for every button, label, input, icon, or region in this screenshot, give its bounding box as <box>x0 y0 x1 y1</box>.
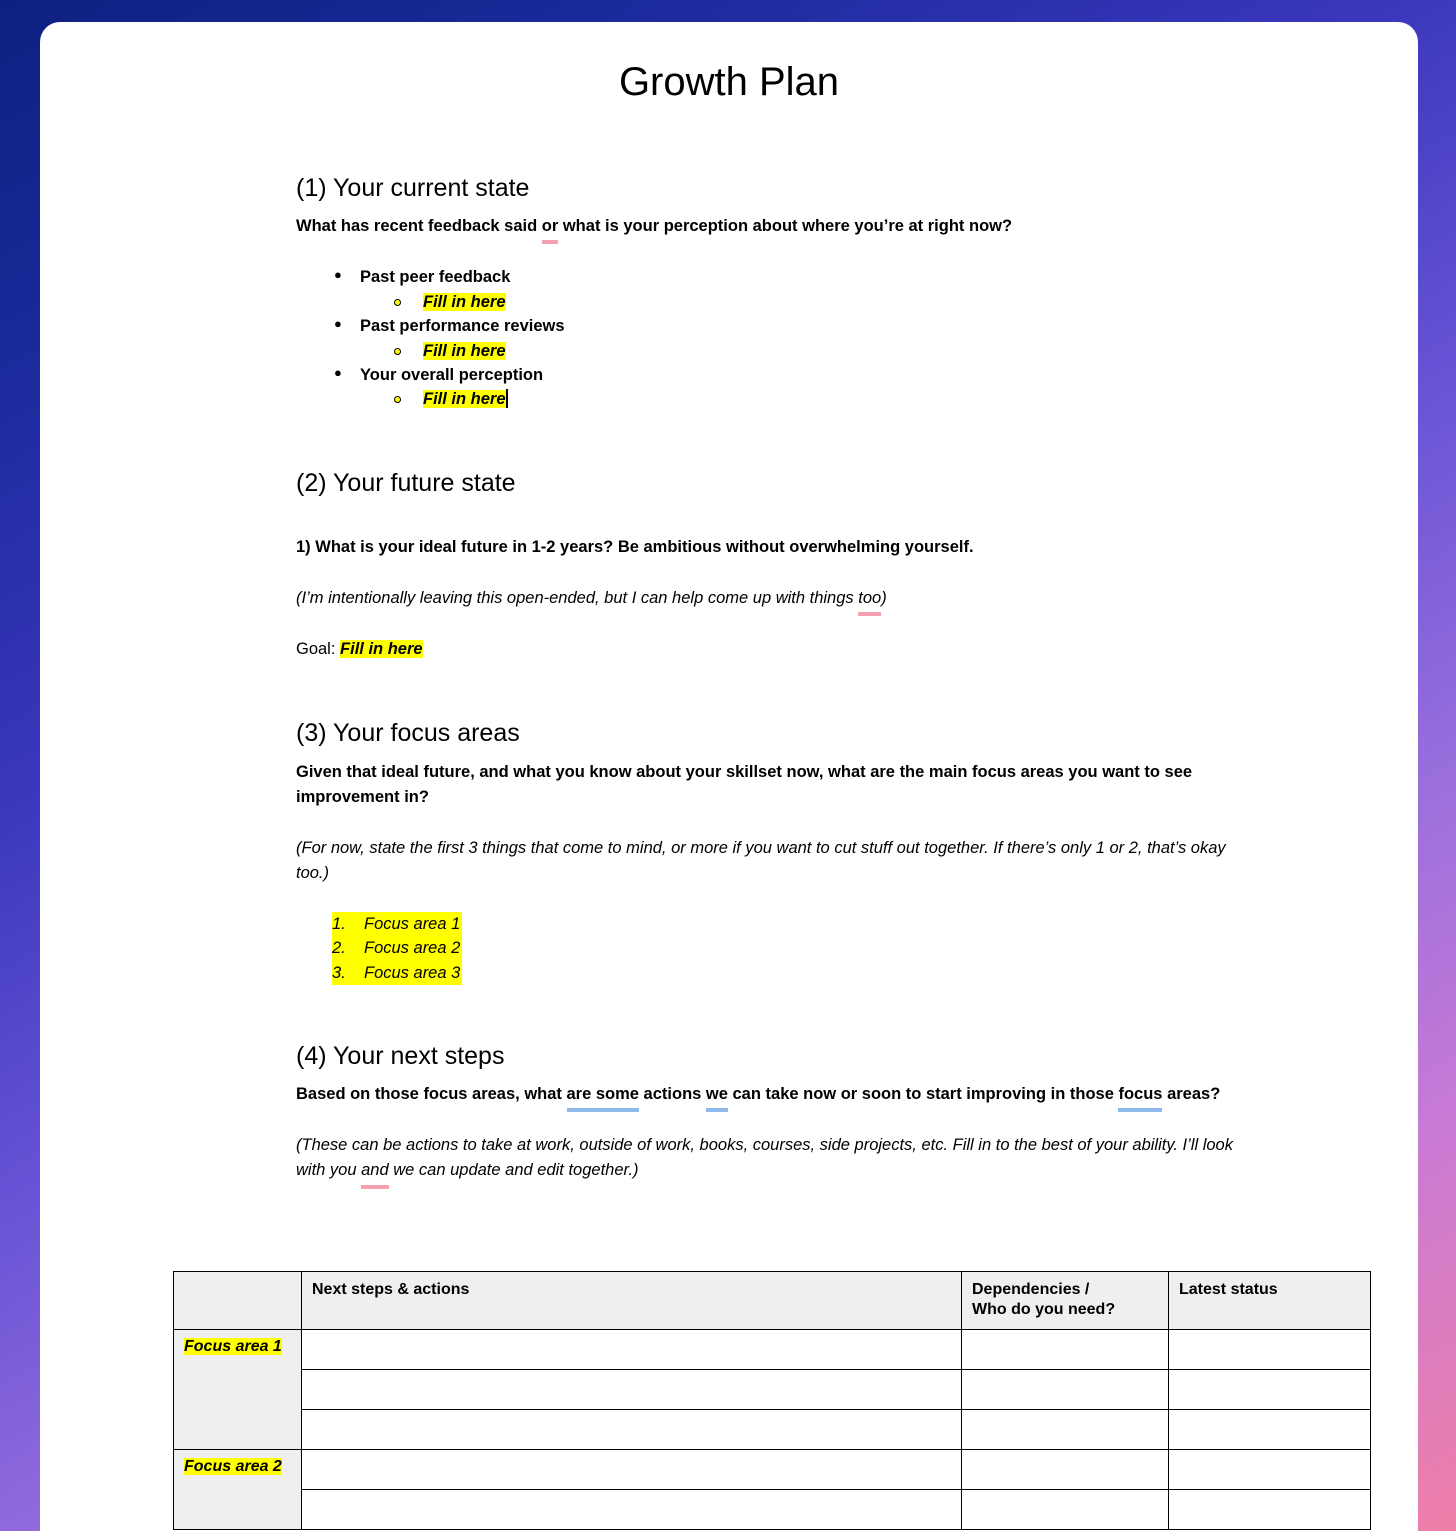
latest-status-cell[interactable] <box>1169 1370 1371 1410</box>
list-item <box>332 363 1242 412</box>
s4-q-part2: actions <box>638 1085 706 1104</box>
spelling-error-or[interactable]: or <box>542 214 559 239</box>
list-item <box>332 314 1242 363</box>
s4-note-part2: we can update and edit together.) <box>388 1161 639 1180</box>
section-2-note <box>296 586 1242 611</box>
section-3-heading: (3) Your focus areas <box>296 719 520 748</box>
list-number: 3. <box>332 963 346 982</box>
next-steps-cell[interactable] <box>302 1370 962 1410</box>
spelling-error-and[interactable]: and <box>361 1158 389 1183</box>
section-3-note: (For now, state the first 3 things that come to mind, or more if you want to cut stuff out together. If there’s only 1 or 2, that’s okay too.) <box>296 838 1226 882</box>
bullet-label: ● Past peer feedback <box>360 268 510 286</box>
spacer <box>296 239 1242 265</box>
goal-label: Goal: <box>296 640 341 659</box>
s4-q-part3: can take now or soon to start improving in those <box>727 1085 1119 1104</box>
table-row <box>174 1410 1371 1450</box>
s1-question-part1: What has recent feedback said <box>296 217 542 236</box>
page-title: Growth Plan <box>618 60 840 104</box>
dependencies-cell[interactable] <box>962 1450 1169 1490</box>
table-header-next-steps: Next steps & actions <box>302 1272 962 1330</box>
spacer <box>296 1107 1242 1133</box>
section-4-question <box>296 1082 1242 1107</box>
focus-area-2-cell[interactable] <box>174 1450 302 1530</box>
s2-note-part2: ) <box>881 589 887 608</box>
focus-area-1-cell[interactable] <box>174 1330 302 1450</box>
circle-bullet-icon <box>394 396 401 403</box>
table-row <box>174 1490 1371 1530</box>
dependencies-cell[interactable] <box>962 1410 1169 1450</box>
latest-status-cell[interactable] <box>1169 1450 1371 1490</box>
spacer <box>296 509 1242 535</box>
grammar-error-focus[interactable]: focus <box>1118 1082 1162 1107</box>
section-1-question <box>296 214 1242 239</box>
latest-status-cell[interactable] <box>1169 1410 1371 1450</box>
focus-area-label: Focus area 1 <box>364 914 461 933</box>
list-item[interactable] <box>332 936 1242 960</box>
s1-question-part2: what is your perception about where you’re at right now? <box>558 217 1013 236</box>
circle-bullet-icon <box>394 348 401 355</box>
goal-fill-placeholder[interactable]: Fill in here <box>340 640 423 659</box>
sub-list-item[interactable] <box>392 387 1242 411</box>
dependencies-cell[interactable] <box>962 1330 1169 1370</box>
s2-note-part1: (I’m intentionally leaving this open-ended, but I can help come up with things <box>296 589 859 608</box>
table-row <box>174 1450 1371 1490</box>
spacer <box>296 810 1242 836</box>
s4-q-part1: Based on those focus areas, what <box>296 1085 567 1104</box>
document-body <box>296 105 1242 1184</box>
next-steps-cell[interactable] <box>302 1410 962 1450</box>
list-number: 2. <box>332 939 346 958</box>
spacer <box>296 662 1242 718</box>
table-header-dependencies <box>962 1272 1169 1330</box>
list-number: 1. <box>332 914 346 933</box>
section-1-bullet-list <box>296 265 1242 411</box>
list-item <box>332 265 1242 314</box>
list-item[interactable] <box>332 912 1242 936</box>
focus-area-entry[interactable] <box>332 912 462 936</box>
section-4-heading: (4) Your next steps <box>296 1042 505 1071</box>
focus-area-label: Focus area 3 <box>364 963 461 982</box>
bullet-label: ● Past performance reviews <box>360 317 565 335</box>
grammar-error-are-some[interactable]: are some <box>567 1082 639 1107</box>
section-1-heading: (1) Your current state <box>296 174 530 202</box>
sub-list-item[interactable] <box>392 290 1242 314</box>
table-header-latest-status: Latest status <box>1169 1272 1371 1330</box>
list-item[interactable] <box>332 961 1242 985</box>
focus-area-1-label: Focus area 1 <box>184 1338 282 1355</box>
dependencies-line2: Who do you need? <box>972 1300 1116 1318</box>
next-steps-cell[interactable] <box>302 1330 962 1370</box>
section-2-question: 1) What is your ideal future in 1-2 years? Be ambitious without overwhelming yourself. <box>296 538 974 557</box>
focus-area-entry[interactable] <box>332 961 462 985</box>
table-row <box>174 1330 1371 1370</box>
s4-note-part1: (These can be actions to take at work, outside of work, books, courses, side projects, etc. Fill in to the best of your ability. I’ll look with you <box>296 1136 1233 1180</box>
section-4-note <box>296 1133 1242 1183</box>
latest-status-cell[interactable] <box>1169 1490 1371 1530</box>
next-steps-cell[interactable] <box>302 1490 962 1530</box>
fill-in-placeholder[interactable]: Fill in here <box>423 292 506 311</box>
dependencies-cell[interactable] <box>962 1490 1169 1530</box>
document-page <box>40 22 1418 1531</box>
spacer <box>296 886 1242 912</box>
next-steps-cell[interactable] <box>302 1450 962 1490</box>
section-2-goal-line <box>296 637 1242 662</box>
section-3-question: Given that ideal future, and what you know about your skillset now, what are the main focus areas you want to see improvement in? <box>296 762 1193 806</box>
focus-area-label: Focus area 2 <box>364 939 461 958</box>
dependencies-cell[interactable] <box>962 1370 1169 1410</box>
next-steps-table[interactable] <box>173 1271 1371 1530</box>
bullet-label: ● Your overall perception <box>360 366 543 384</box>
latest-status-cell[interactable] <box>1169 1330 1371 1370</box>
text-cursor <box>506 389 508 408</box>
s4-q-part4: areas? <box>1162 1085 1221 1104</box>
fill-in-placeholder[interactable]: Fill in here <box>423 341 506 360</box>
focus-area-entry[interactable] <box>332 936 462 960</box>
spacer <box>296 985 1242 1041</box>
grammar-error-we[interactable]: we <box>706 1082 728 1107</box>
spelling-error-too[interactable]: too <box>858 586 881 611</box>
table-row <box>174 1370 1371 1410</box>
circle-bullet-icon <box>394 299 401 306</box>
section-2-heading: (2) Your future state <box>296 468 516 497</box>
fill-in-placeholder[interactable]: Fill in here <box>423 390 506 409</box>
dependencies-line1: Dependencies / <box>972 1281 1090 1298</box>
focus-area-list <box>332 912 1242 985</box>
spacer <box>296 560 1242 586</box>
table-header-row <box>174 1272 1371 1330</box>
sub-list-item[interactable] <box>392 339 1242 363</box>
table-header-blank <box>174 1272 302 1330</box>
spacer <box>296 611 1242 637</box>
spacer <box>296 412 1242 468</box>
focus-area-2-label: Focus area 2 <box>184 1458 282 1475</box>
